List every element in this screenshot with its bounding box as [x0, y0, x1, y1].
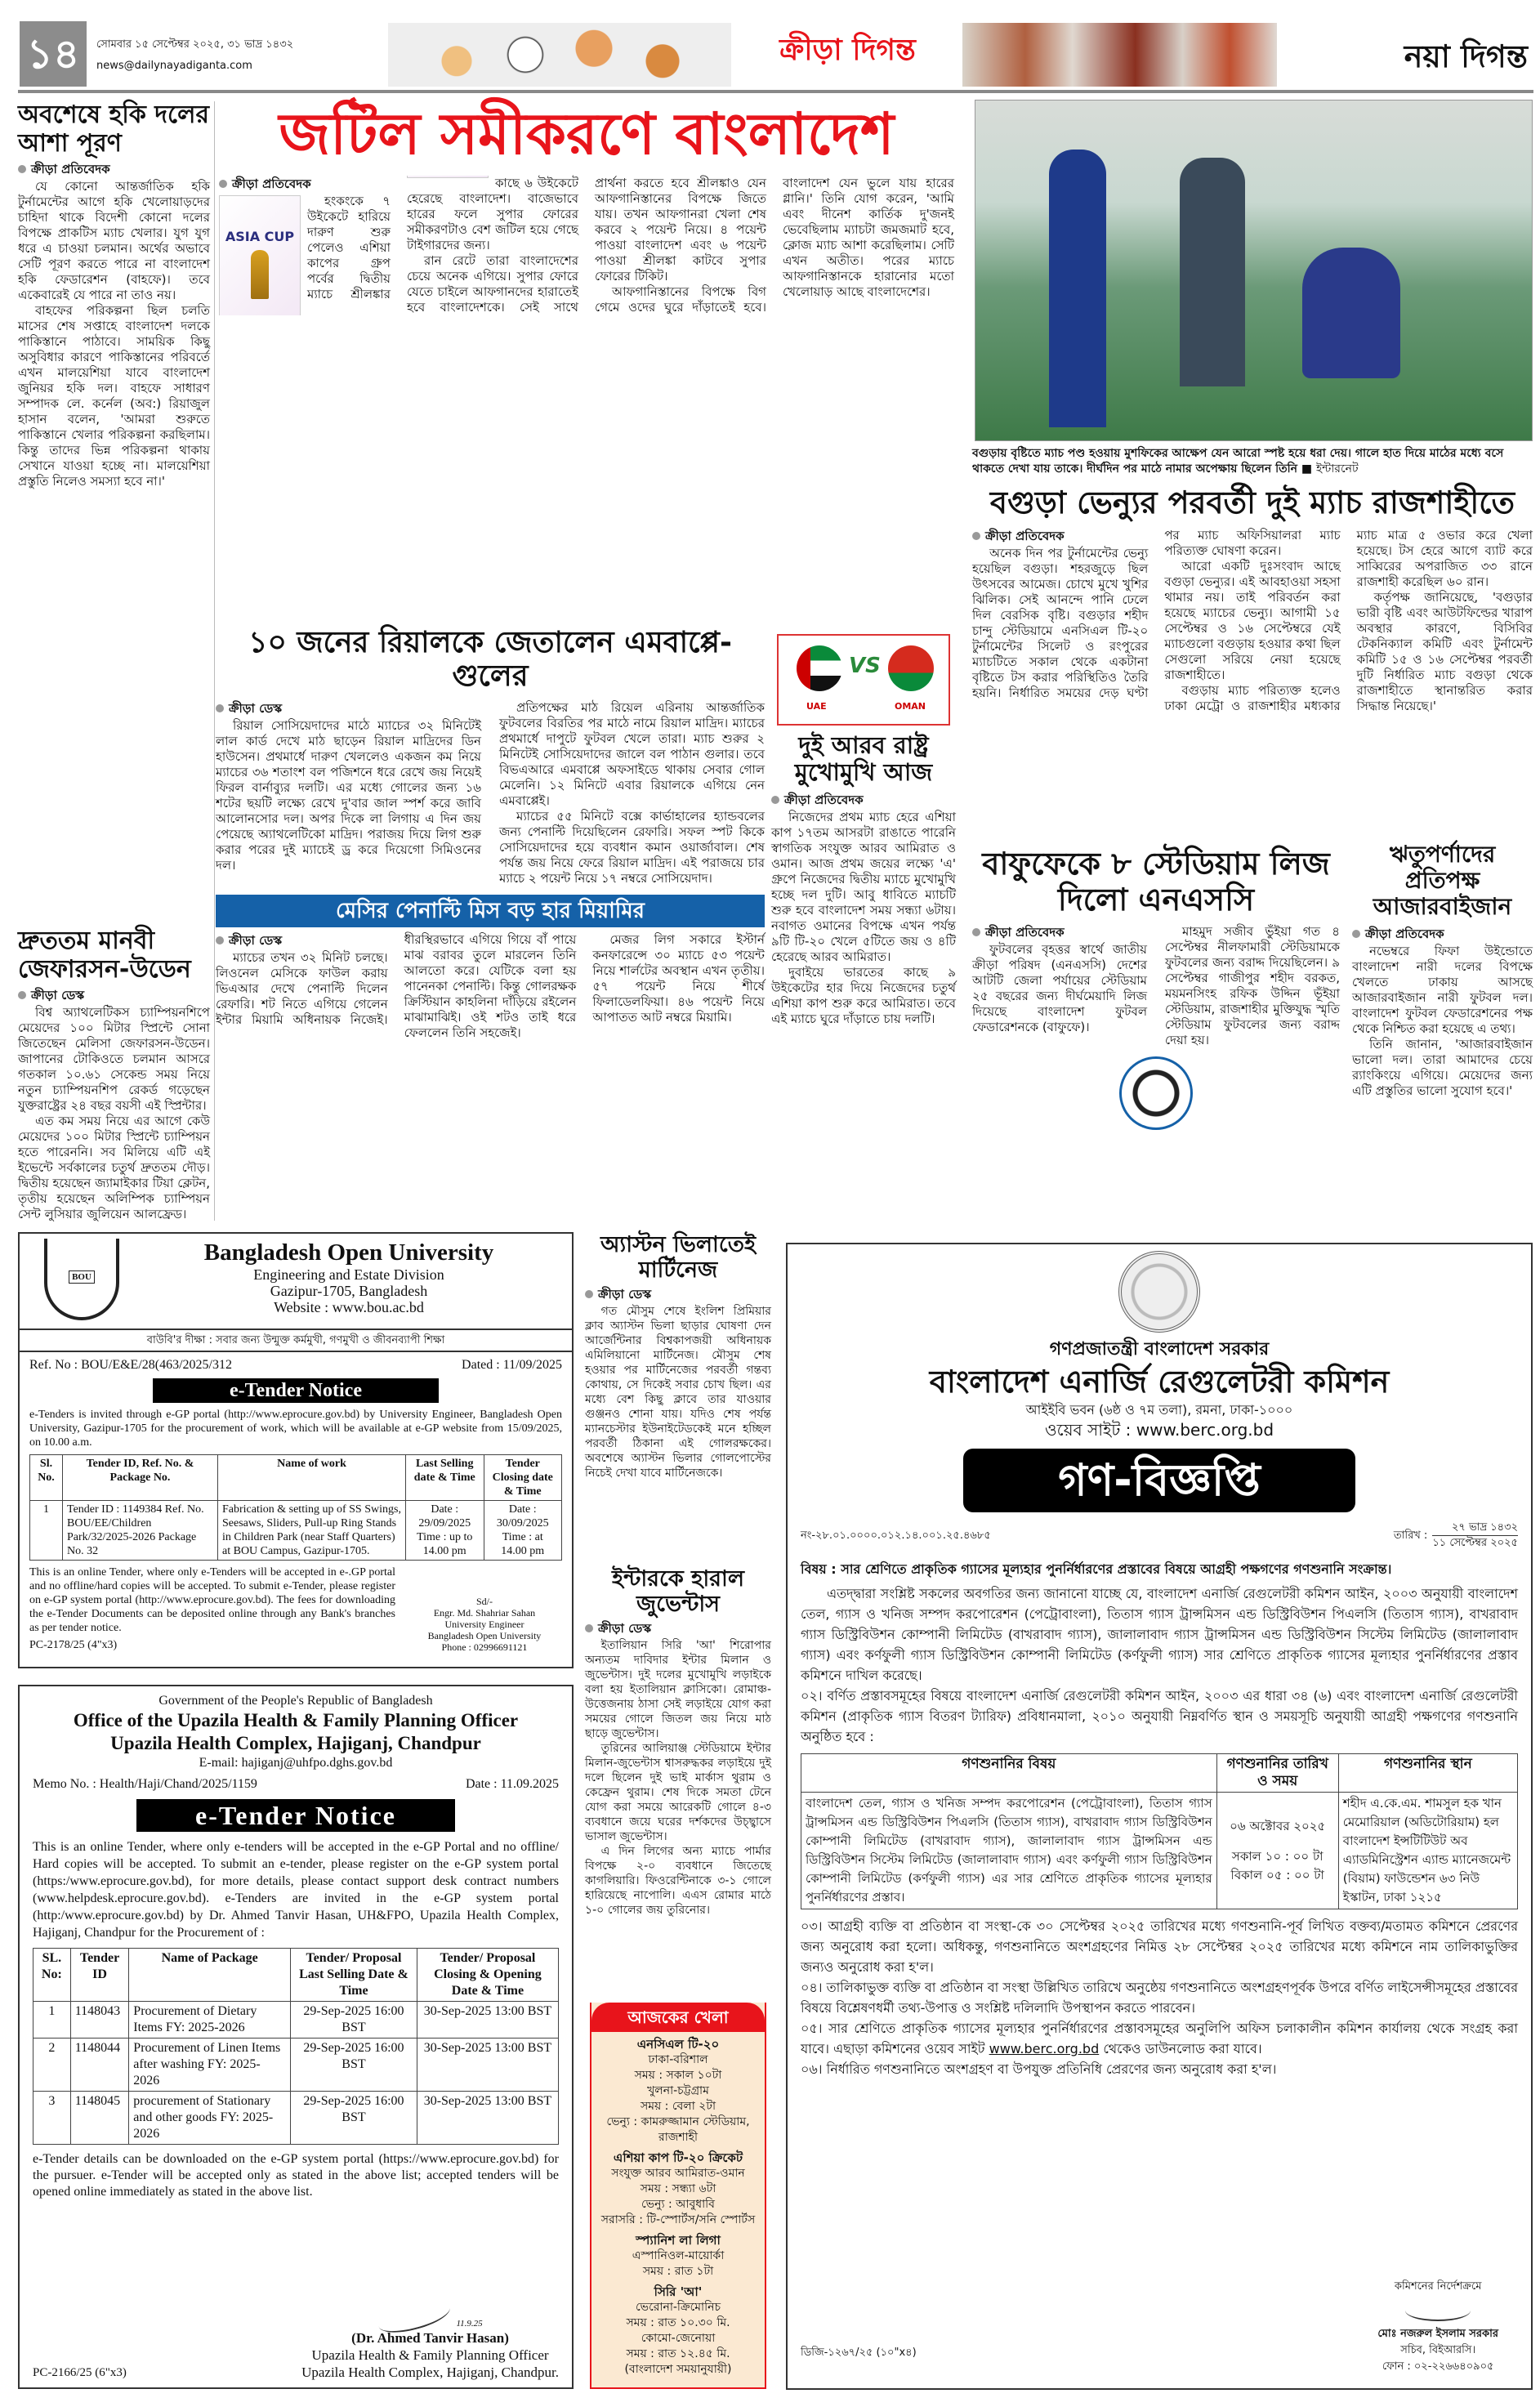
berc-public-notice: গণপ্রজাতন্ত্রী বাংলাদেশ সরকার বাংলাদেশ এনার্জি রেগুলেটরী কমিশন আইইবি ভবন (৬ষ্ঠ ও ৭ম তলা), রমনা, ঢাকা-১০০০ ওয়েব সাইট : www.berc.org.bd গণ-বিজ্ঞপ্তি নং-২৮.০১.০০০০.০১২.১৪.০০১.২৫.৪৬৮৫ তারিখ : ২৭ ভাদ্র ১৪৩২ ১১ সেপ্টেম্বর ২০২৫ বিষয় : সার শ্রেণিতে প্রাকৃতিক গ্যাসের মূল্যহার পুনর্নির্ধারণের প্রস্তাবের বিষয়ে আগ্রহী পক্ষগণের গণশুনানি সংক্রান্ত। এতদ্দ্বারা সংশ্লিষ্ট সকলের অবগতির জন্য জানানো যাচ্ছে যে, বাংলাদেশ এনার্জি রেগুলেটরী কমিশন আইন, ২০০৩ অনুযায়ী বাংলাদেশ তেল, গ্যাস ও খনিজ সম্পদ করপোরেশন (পেট্রোবাংলা), তিতাস গ্যাস ট্রান্সমিসন এন্ড ডিস্ট্রিবিউশন পিএলসি (তিতাস গ্যাস), বাখরাবাদ গ্যাস ডিস্ট্রিবিউশন কোম্পানী লিমিটেড (বাখরাবাদ গ্যাস), জালালাবাদ গ্যাস ট্রান্সমিসন এন্ড ডিস্ট্রিবিউশন সিস্টেম লিমিটেড (জালালাবাদ গ্যাস) এবং কর্ণফুলী গ্যাস ডিস্ট্রিবিউশন কোম্পানী লিমিটেড (কর্ণফুলী গ্যাস) সার শ্রেণিতে প্রাকৃতিক গ্যাসের মূল্যহার পুনর্নির্ধারণের প্রস্তাব কমিশনে দাখিল করেছে। ০২। বর্ণিত প্রস্তাবসমূহের বিষয়ে বাংলাদেশ এনার্জি রেগুলেটরী কমিশন আইন, ২০০৩ এর ধারা ৩৪ (৬) এবং বাংলাদেশ এনার্জি রেগুলেটরী কমিশন (প্রাকৃতিক গ্যাস বিতরণ ট্যারিফ) প্রবিধানমালা, ২০১০ অনুযায়ী নিম্নবর্ণিত স্থান ও সময়সূচি অনুযায়ী আগ্রহী পক্ষগণের গণশুনানি অনুষ্ঠিত হবে : গণশুনানির বিষয় গণশুনানির তারিখ ও সময় গণশুনানির স্থান বাংলাদেশ তেল, গ্যাস ও খনিজ সম্পদ করপোরেশন (পেট্রোবাংলা), তিতাস গ্যাস ট্রান্সমিসন এন্ড ডিস্ট্রিবিউশন পিএলসি (তিতাস গ্যাস), বাখরাবাদ গ্যাস ডিস্ট্রিবিউশন কোম্পানী লিমিটেড (বাখরাবাদ গ্যাস), জালালাবাদ গ্যাস ট্রান্সমিসন এন্ড ডিস্ট্রিবিউশন সিস্টেম লিমিটেড (জালালাবাদ গ্যাস) এবং কর্ণফুলী গ্যাস ডিস্ট্রিবিউশন কোম্পানী লিমিটেড (কর্ণফুলী গ্যাস) এর সার শ্রেণিতে প্রাকৃতিক গ্যাসের মূল্যহার পুনর্নির্ধারণের প্রস্তাব। ০৬ অক্টোবর ২০২৫ সকাল ১০ : ০০ টা বিকাল ০৫ : ০০ টা শহীদ এ.কে.এম. শামসুল হক খান মেমোরিয়াল (অডিটোরিয়াম) হল বাংলাদেশ ইন্সটিটিউট অব এ্যাডমিনিস্ট্রেশন এ্যান্ড ম্যানেজমেন্ট (বিয়াম) ফাউন্ডেশন ৬৩ নিউ ইস্কাটন, ঢাকা ১২১৫ ০৩। আগ্রহী ব্যক্তি বা প্রতিষ্ঠান বা সংস্থা-কে ৩০ সেপ্টেম্বর ২০২৫ তারিখের মধ্যে গণশুনানি-পূর্ব লিখিত বক্তব্য/মতামত কমিশনে প্রেরণের জন্য অনুরোধ করা হলো। অধিকন্তু, গণশুনানিতে অংশগ্রহণের নিমিত্ত ২৮ সেপ্টেম্বর ২০২৫ তারিখের মধ্যে কমিশনে নাম তালিকাভুক্তির জন্যও অনুরোধ করা হ'ল। ০৪। তালিকাভুক্ত ব্যক্তি বা প্রতিষ্ঠান বা সংস্থা উল্লিখিত তারিখে অনুষ্ঠেয় গণশুনানিতে অংশগ্রহণপূর্বক উপরে বর্ণিত লাইসেন্সীসমূহের প্রস্তাবের বিষয়ে বিশ্লেষণধর্মী তথ্য-উপাত্ত ও সংশ্লিষ্ট দলিলাদি উপস্থাপন করতে পারবেন। ০৫। সার শ্রেণিতে প্রাকৃতিক গ্যাসের মূল্যহার পুনর্নির্ধারণের প্রস্তাবসমূহের অনুলিপি অফিস চলাকালীন কমিশন কার্যালয় থেকে সংগ্রহ করা যাবে। এছাড়া কমিশনের ওয়েব সাইট www.berc.org.bd থেকেও ডাউনলোড করা যাবে। ০৬। নির্ধারিত গণশুনানিতে অংশগ্রহণ বা উপযুক্ত প্রতিনিধি প্রেরণের জন্য অনুরোধ করা হ'ল। ডিজি-১২৬৭/২৫ (১০"x৪) কমিশনের নির্দেশক্রমে মোঃ নজরুল ইসলাম সরকার সচিব, বিইআরসি। ফোন : ০২-২২৬৬৪০৯০৫ [786, 1243, 1533, 2390]
byline: ক্রীড়া প্রতিবেদক [1352, 926, 1533, 942]
uae-flag-icon [797, 645, 842, 691]
newspaper-logo: নয়া দিগন্ত [1404, 38, 1528, 74]
byline: ক্রীড়া প্রতিবেদক [771, 792, 956, 808]
oman-flag-icon [888, 645, 934, 691]
table-cell: Procurement of Linen Items after washing FY: 2025-2026 [129, 2039, 291, 2092]
column-header: SL. No: [33, 1949, 71, 2002]
photo-caption: বগুড়ায় বৃষ্টিতে ম্যাচ পণ্ড হওয়ায় মুশফিকের আক্ষেপ যেন আরো স্পষ্ট হয়ে ধরা দেয়। গালে হাত দিয়ে মাঠের মধ্যে বসে থাকতে দেখা যায় তাকে। দীর্ঘদিন পর মাঠে নামার অপেক্ষায় ছিলেন তিনি ■ ইন্টারনেট [972, 447, 1504, 476]
signatory-line: Sd/- [475, 1596, 493, 1607]
competition-name: স্প্যানিশ লা লিগা [636, 2233, 721, 2248]
box-title: আজকের খেলা [591, 2003, 765, 2032]
byline: ক্রীড়া প্রতিবেদক [972, 924, 1147, 940]
game-detail: সময় : রাত ১২.৪৫ মি. [626, 2347, 730, 2360]
section-title: ক্রীড়া দিগন্ত [779, 33, 916, 67]
byline: ক্রীড়া ডেস্ক [216, 700, 481, 717]
paragraph: তুরিনের আলিয়াঞ্জ স্টেডিয়ামে ইন্টার মিলান-জুভেন্টাস শ্বাসরুদ্ধকর লড়াইয়ে দুই দলে ছিলেন দুই ভাই মার্কাস থুরাম ও কেফ্রেন থুরাম। শেষ দিকে সমতা টেনে যোগ করা সময়ে আরেকটি গোলে ৪-৩ ব্যবধানে জয়ে ঘরের দর্শকদের উচ্ছ্বাসে ভাসাল জুভেন্টাস। [585, 1741, 771, 1843]
dated: Dated : 11/09/2025 [462, 1358, 562, 1372]
table-cell: 1148045 [70, 2092, 129, 2145]
paragraph: অনেক দিন পর টুর্নামেন্টের ভেন্যু হয়েছিল বগুড়া। শহরজুড়ে ছিল উৎসবের আমেজ। চোখে মুখে খুশির ঝিলিক। সেই আনন্দে পানি ঢেলে দিল বেরসিক বৃষ্টি। বগুড়ার শহীদ চান্দু স্টেডিয়ামে এনসিএল টি-২০ টুর্নামেন্টের সিলেট ও রংপুরের ম্যাচটিতে সকাল থেকে একটানা বৃষ্টিতে টস করার পরিস্থিতিও তৈরি হয়নি। নির্ধারিত সময়ের দেড় ঘণ্টা পর ম্যাচ অফিসিয়ালরা ম্যাচ পরিত্যক্ত ঘোষণা করেন। [972, 527, 1341, 700]
photo-credit: ইন্টারনেট [1315, 462, 1359, 476]
messi-headline-banner: মেসির পেনাল্টি মিস বড় হার মিয়ামির [216, 895, 765, 927]
paragraph: যে কোনো আন্তর্জাতিক হকি টুর্নামেন্টের আগে হকি খেলোয়াড়দের চাহিদা থাকে বিদেশী কোনো দলের বিপক্ষে প্রাকটিস ম্যাচ খেলার। যুগ যুগ ধরে এ চাওয়া চলমান। অর্থের অভাবে সেটি পূরণ করতে পারে না বাংলাদেশ হকি ফেডারেশন (বাহফে)। তবে একেবারেই যে পারে না তাও নয়। [18, 179, 210, 302]
paragraph: বগুড়ায় ম্যাচ পরিত্যক্ত হলেও ঢাকা মেট্রো ও রাজশাহীর মধ্যকার ম্যাচ মাত্র ৫ ওভার করে খেলা হয়েছে। টস হেরে আগে ব্যাট করে সাব্বিরের অপরাজিত ৩৩ রানে রাজশাহী করেছিল ৬০ রান। [1164, 527, 1533, 713]
table-cell: procurement of Stationary and other goods FY: 2025-2026 [129, 2092, 291, 2145]
headline: ইন্টারকে হারাল জুভেন্টাস [612, 1565, 744, 1617]
paragraph: গত মৌসুম শেষে ইংলিশ প্রিমিয়ার ক্লাব অ্যাস্টন ভিলা ছাড়ার ঘোষণা দেন আর্জেন্টিনার বিশ্বকাপজয়ী অধিনায়ক এমিলিয়ানো মার্টিনেজ। মৌসুম শেষ হওয়ার পর মার্টিনেজের পরবর্তী গন্তব্য কোথায়, সে দিকেই সবার চোখ ছিল। এর মধ্যে বেশ কিছু ক্লাবে তার যাওয়ার গুঞ্জনও শোনা যায়। যদিও শেষ পর্যন্ত ম্যানচেস্টার ইউনাইটেডকেই মনে হচ্ছিল পরবর্তী ঠিকানা এই গোলরক্ষকের। অবশেষে অ্যাস্টন ভিলার গোলপোস্টের নিচেই দেখা যাবে মার্টিনেজকে। [585, 1305, 771, 1480]
hearing-table: গণশুনানির বিষয় গণশুনানির তারিখ ও সময় গণশুনানির স্থান বাংলাদেশ তেল, গ্যাস ও খনিজ সম্পদ করপোরেশন (পেট্রোবাংলা), তিতাস গ্যাস ট্রান্সমিসন এন্ড ডিস্ট্রিবিউশন পিএলসি (তিতাস গ্যাস), বাখরাবাদ গ্যাস ডিস্ট্রিবিউশন কোম্পানী লিমিটেড (বাখরাবাদ গ্যাস), জালালাবাদ গ্যাস ট্রান্সমিসন এন্ড ডিস্ট্রিবিউশন সিস্টেম লিমিটেড (জালালাবাদ গ্যাস) এবং কর্ণফুলী গ্যাস ডিস্ট্রিবিউশন কোম্পানী লিমিটেড (কর্ণফুলী গ্যাস) এর সার শ্রেণিতে প্রাকৃতিক গ্যাসের মূল্যহার পুনর্নির্ধারণের প্রস্তাব। ০৬ অক্টোবর ২০২৫ সকাল ১০ : ০০ টা বিকাল ০৫ : ০০ টা শহীদ এ.কে.এম. শামসুল হক খান মেমোরিয়াল (অডিটোরিয়াম) হল বাংলাদেশ ইন্সটিটিউট অব এ্যাডমিনিস্ট্রেশন এ্যান্ড ম্যানেজমেন্ট (বিয়াম) ফাউন্ডেশন ৬৩ নিউ ইস্কাটন, ঢাকা ১২১৫ [801, 1753, 1518, 1909]
game-group [591, 2233, 765, 2280]
table-row [33, 2002, 559, 2039]
paragraph: ম্যাচের তখন ৩২ মিনিট চলছে। লিওনেল মেসিকে ফাউল করায় ভিএআর দেখে পেনাল্টি দিলেন রেফারি। শট নিতে এগিয়ে গেলেন ইন্টার মিয়ামি অধিনায়ক নিজেই। ধীরস্থিরভাবে এগিয়ে গিয়ে বাঁ পায়ে মাঝ বরাবর তুলে মারলেন তিনি আলতো করে। যেটিকে বলা হয় পানেনকা পেনাল্টি। কিন্তু গোলরক্ষক ক্রিস্টিয়ান কাহলিনা দাঁড়িয়ে রইলেন মাঝামাঝিই। ওই শটও তাই ধরে ফেললেন তিনি সহজেই। [216, 931, 577, 1040]
uae-oman-graphic: VS UAE OMAN [777, 634, 950, 726]
hajiganj-tender-table [33, 1948, 559, 2145]
table-cell: 30-Sep-2025 13:00 BST [417, 2092, 558, 2145]
table-cell: 1148043 [70, 2002, 129, 2039]
paragraph: মাহমুদ সজীব ভুঁইয়া গত ৪ সেপ্টেম্বর নীলফামারী স্টেডিয়ামকে ফুটবলের জন্য বরাদ্দ দিয়েছিলেন। ৯ সেপ্টেম্বর গাজীপুর শহীদ বরকত, ময়মনসিংহ রফিক উদ্দিন ভূঁইয়া স্টেডিয়াম, রাজশাহীর মুক্তিযুদ্ধ স্মৃতি স্টেডিয়াম ফুটবলের জন্য বরাদ্দ দেয়া হয়। [1165, 924, 1340, 1048]
notice-title: e-Tender Notice [153, 1378, 439, 1403]
column-header: Sl. No. [30, 1455, 63, 1501]
competition-name: এনসিএল টি-২০ [636, 2037, 720, 2052]
competition-name: সিরি 'আ' [654, 2284, 703, 2299]
games-list [591, 2037, 765, 2378]
paragraph: প্রতিপক্ষের মাঠ রিয়েল এরিনায় আন্তর্জাতিক ফুটবলের বিরতির পর মাঠে নামে রিয়াল মাদ্রিদ। ম্যাচের প্রথমার্ধে দাপুটে ফুটবল খেলে তারা। ম্যাচ শুরুর ২ মিনিটেই সোসিয়েদাদের জালে বল পাঠান গুলার। তবে বিভএআরে এমবাপ্পে অফসাইডে থাকায় সেবার গোল মেলেনি। ১২ মিনিটে এবার রিয়ালকে এগিয়ে নেন এমবাপ্পেই। [499, 699, 765, 808]
bou-tender-ad: BOU Bangladesh Open University Engineering and Estate Division Gazipur-1705, Bangladesh Website : www.bou.ac.bd বাউবি'র দীক্ষা : সবার জন্য উন্মুক্ত কর্মমুখী, গণমুখী ও জীবনব্যাপী শিক্ষা Ref. No : BOU/E&E/28(463/2025/312 Dated : 11/09/2025 e-Tender Notice e-Tenders is invited through e-GP portal (http://www.eprocure.gov.bd) by University Engineer, Bangladesh Open University, Gazipur-1705 for the procurement of work, which will be available at e-GP website from 15/09/2025, on 10.00 a.m. Sl. No. Tender ID, Ref. No. & Package No. Name of work Last Selling date & Time Tender Closing date & Time 1 Tender ID : 1149384 Ref. No. BOU/EE/Children Park/32/2025-2026 Package No. 32 Fabrication & setting up of SS Swings, Seesaws, Sliders, Pull-up Ring Stands in Children Park (near Staff Quarters) at BOU Campus, Gazipur-1705. Date : 29/09/2025 Time : up to 14.00 pm Date : 30/09/2025 Time : at 14.00 pm This is an online Tender, where only e-Tenders will be accepted in e-.GP portal and no offline/hard copies will be accepted. To submit e-Tender, please register on e-GP system portal (http://www.eprocure.gov.bd). The fees for downloading the e-Tender Documents can be deposited online through any Bank's branches as per tender notice. PC-2178/25 (4"x3) Sd/- Engr. Md. Shahriar Sahan University Engineer Bangladesh Open University Phone : 02996691121 [18, 1232, 574, 1668]
table-cell: Tender ID : 1149384 Ref. No. BOU/EE/Children Park/32/2025-2026 Package No. 32 [63, 1501, 218, 1561]
headline: অ্যাস্টন ভিলাতেই মার্টিনেজ [600, 1232, 756, 1284]
mushfiq-photo [975, 100, 1533, 441]
asia-cup-image: ASIA CUP [219, 176, 489, 315]
headline: দুই আরব রাষ্ট্র মুখোমুখি আজ [794, 731, 933, 787]
memo-number: Memo No. : Health/Haji/Chand/2025/1159 [33, 1777, 257, 1791]
signatory-line: Phone : 02996691121 [441, 1641, 528, 1653]
table-cell: 1 [33, 2002, 71, 2039]
table-cell: 30-Sep-2025 13:00 BST [417, 2002, 558, 2039]
table-cell: Date : 29/09/2025 Time : up to 14.00 pm [406, 1501, 484, 1561]
table-row [30, 1501, 562, 1561]
sprint-story [18, 927, 210, 1222]
left-column [18, 101, 210, 1222]
column-header: Tender Closing date & Time [484, 1455, 562, 1501]
column-header: Name of Package [129, 1949, 291, 2002]
table-row [33, 2039, 559, 2092]
real-madrid-headline: ১০ জনের রিয়ালকে জেতালেন এমবাপ্পে-গুলের [248, 626, 732, 694]
game-detail: সময় : বেলা ২টা [640, 2100, 716, 2113]
bogura-story [972, 528, 1533, 714]
column-header: Tender/ Proposal Last Selling Date & Time [291, 1949, 417, 2002]
ad-code: ডিজি-১২৬৭/২৫ (১০"x৪) [801, 2347, 917, 2359]
paragraph: মেজর লিগ সকারে ইস্টার্ন কনফারেন্সে ৩০ ম্যাচে ৫৩ পয়েন্ট নিয়ে শার্লটের অবস্থান এখন তৃতীয়। ৫৭ পয়েন্ট নিয়ে শীর্ষে ফিলাডেলফিয়া। ৪৬ পয়েন্ট নিয়ে আপাতত আট নম্বরে মিয়ামি। [592, 931, 765, 1025]
paragraph: আরো একটি দুঃসংবাদ আছে বগুড়া ভেন্যুর। এই আবহাওয়া সহসা থামার নয়। তাই পরিবর্তন করা হয়েছে ম্যাচের ভেন্যু। আগামী ১৫ সেপ্টেম্বর ও ১৬ সেপ্টেম্বরে যেই ম্যাচগুলো বগুড়ায় হওয়ার কথা ছিল সেগুলো সরিয়ে নেয়া হয়েছে রাজশাহীতে। [1164, 558, 1341, 682]
game-detail: সময় : রাত ১০.৩০ মি. [626, 2316, 730, 2329]
game-detail: ভেন্যু : কামরুজ্জামান স্টেডিয়াম, রাজশাহী [606, 2115, 750, 2144]
trophy-icon [251, 250, 269, 299]
bou-logo: BOU [44, 1239, 119, 1320]
hockey-story [18, 101, 210, 489]
game-detail: ঢাকা-বরিশাল [648, 2053, 708, 2066]
notice-title: গণ-বিজ্ঞপ্তি [963, 1449, 1355, 1512]
game-detail: ভেন্যু : আবুধাবি [641, 2198, 715, 2211]
paragraph: হংকংকে ৭ উইকেটে হারিয়ে দারুণ শুরু পেলেও এশিয়া কাপের গ্রুপ পর্বের দ্বিতীয় ম্যাচে শ্রীলঙ্কার কাছে ৬ উইকেটে হেরেছে বাংলাদেশ। বাজেভাবে হারের ফলে সুপার ফোরের সমীকরণটাও বেশ জটিল হয়ে গেছে টাইগারদের জন্য। [307, 175, 578, 301]
signature [1405, 2300, 1471, 2321]
signatory-line: Engr. Md. Shahriar Sahan [433, 1607, 536, 1619]
bogura-block [972, 446, 1533, 714]
todays-games-box [590, 2003, 766, 2389]
athletes-image [962, 23, 1277, 87]
sports-balls-image [388, 23, 731, 87]
bafufe-headline: বাফুফেকে ৮ স্টেডিয়াম লিজ দিলো এনএসসি [982, 846, 1330, 918]
table-cell: Fabrication & setting up of SS Swings, Seesaws, Sliders, Pull-up Ring Stands in Children Park (near Staff Quarters) at BOU Campus, Gazipur-1705. [218, 1501, 406, 1561]
game-detail: কোমো-জেনোয়া [641, 2332, 716, 2345]
hajiganj-tender-ad: Government of the People's Republic of Bangladesh Office of the Upazila Health & Family Planning Officer Upazila Health Complex, Hajiganj, Chandpur E-mail: hajiganj@uhfpo.dghs.gov.bd Memo No. : Health/Haji/Chand/2025/1159 Date : 11.09.2025 e-Tender Notice This is an online Tender, where only e-tenders will be accepted in the e-GP Portal and no offline/ Hard copies will be accepted. To submit an e-tender, please register on the e-GP system portal (https:/www.eprocure.gov.bd), for more details, please contact support desk contract numbers (www.helpdesk.eprocure.gov.bd). e-Tenders are invited in the e-GP system portal (http:/www.eprocure.gov.bd) by Dr. Ahmed Tanvir Hasan, UH&FPO, Upazila Health Complex, Hajiganj, Chandpur for the Procurement of : SL. No: Tender ID Name of Package Tender/ Proposal Last Selling Date & Time Tender/ Proposal Closing & Opening Date & Time 1 1148043 Procurement of Dietary Items FY: 2025-2026 29-Sep-2025 16:00 BST 30-Sep-2025 13:00 BST 2 1148044 Procurement of Linen Items after washing FY: 2025-2026 29-Sep-2025 16:00 BST 30-Sep-2025 13:00 BST 3 1148045 procurement of Stationary and other goods FY: 2025-2026 29-Sep-2025 16:00 BST 30-Sep-2025 13:00 BST e-Tender details can be downloaded on the e-GP system portal (https://www.eprocure.gov.bd) for the pursuer. e-Tender will be accepted only as stated in the above list; accepted tenders will be opened online immediately as stated in the above list. PC-2166/25 (6"x3) 11.9.25 (Dr. Ahmed Tanvir Hasan) Upazila Health & Family Planning Officer Upazila Health Complex, Hajiganj, Chandpur. [18, 1685, 574, 2389]
person-silhouette [1180, 158, 1245, 386]
issue-date: সোমবার ১৫ সেপ্টেম্বর ২০২৫, ৩১ ভাদ্র ১৪৩২ [96, 38, 294, 51]
vs-label: VS [849, 654, 881, 678]
paragraph: ফুটবলের বৃহত্তর স্বার্থে জাতীয় ক্রীড়া পরিষদ (এনএসসি) দেশের আটটি জেলা পর্যায়ের স্টেডিয়াম ২৫ বছরের জন্য দীর্ঘমেয়াদি লিজ দিয়েছে বাংলাদেশ ফুটবল ফেডারেশনকে (বাফুফে)। [972, 942, 1147, 1035]
paragraph: নিজেদের প্রথম ম্যাচ হেরে এশিয়া কাপ ১৭তম আসরটা রাঙাতে পারেনি স্বাগতিক সংযুক্ত আরব আমিরাত ও ওমান। আজ প্রথম জয়ের লক্ষ্যে 'এ' গ্রুপে নিজেদের দ্বিতীয় ম্যাচে মুখোমুখি হচ্ছে দল দুটি। আবু ধাবিতে ম্যাচটি শুরু হবে বাংলাদেশ সময় সন্ধ্যা ৬টায়। নবাগত ওমানের বিপক্ষে এখন পর্যন্ত ৯টি টি-২০ খেলে ৫টিতে জয় ও ৪টি হেরেছে আরব আমিরাত। [771, 809, 956, 964]
headline: অবশেষে হকি দলের আশা পূরণ [18, 100, 209, 158]
person-silhouette [1302, 248, 1400, 378]
paragraph: বাহফের পরিকল্পনা ছিল চলতি মাসের শেষ সপ্তাহে বাংলাদেশ দলকে পাকিস্তানে পাঠাবে। সাময়িক কিছু অসুবিধার কারণে পাকিস্তানের পরিবর্তে এখন মালয়েশিয়া যাবে বাংলাদেশ জুনিয়র হকি দল। বাহফে সাধারণ সম্পাদক লে. কর্নেল (অব:) রিয়াজুল হাসান বলেন, 'আমরা শুরুতে পাকিস্তানে খেলার পরিকল্পনা করছিলাম। কিন্তু তাদের ভিন্ন পরিকল্পনা থাকায় সেখানে যাওয়া হচ্ছে না। মালয়েশিয়া প্রস্তুতি নিলেও সমস্যা হবে না।' [18, 303, 210, 489]
headline: ঋতুপর্ণাদের প্রতিপক্ষ আজারবাইজান [1373, 841, 1512, 921]
paragraph: ইতালিয়ান সিরি 'আ' শিরোপার অন্যতম দাবিদার ইন্টার মিলান ও জুভেন্টাস। দুই দলের মুখোমুখি লড়াইকে বলা হয় ইতালিয়ান ক্লাসিকো। রোমাঞ্চ-উত্তেজনায় ঠাসা সেই লড়াইয়ে যোগ করা সময়ের গোলে জিতল জয় নিয়ে মাঠ ছাড়ে জুভেন্টাস। [585, 1638, 771, 1740]
table-cell: 1148044 [70, 2039, 129, 2092]
table-cell: 3 [33, 2092, 71, 2145]
table-cell: 29-Sep-2025 16:00 BST [291, 2002, 417, 2039]
middle-bottom-column [585, 1232, 771, 2389]
paragraph: রিয়াল সোসিয়েদাদের মাঠে ম্যাচের ৩২ মিনিটেই লাল কার্ড দেখে মাঠ ছাড়েন রিয়াল মাদ্রিদের ডিন হাউসেন। প্রথমার্ধে দারুণ খেললেও একজন কম নিয়ে ম্যাচের ৩৬ শতাংশ বল পজিশনে ধরে রেখে জয় নিয়েই ফিরল বার্নাব্যুর দলটি। এর মধ্যে গোলের জন্য ১৬ শটের ছয়টি লক্ষ্যে রেখে দু'বার জাল স্পর্শ করে জাবি আলোনসোর দল। অপর দিকে লা লিগায় এ দিন জয় পেয়েছে অ্যাথলেটিকো মাদ্রিদ। পরাজয় দিয়ে লিগ শুরু করার পরের দুই ম্যাচেই ড্র করে দিয়েগো সিমিওনের দল। [216, 717, 481, 873]
table-cell: 30-Sep-2025 13:00 BST [417, 2039, 558, 2092]
paragraph: দুবাইয়ে ভারতের কাছে ৯ উইকেটের হার দিয়ে নিজেদের চতুর্থ এশিয়া কাপ শুরু করে আমিরাত। তবে এই ম্যাচে ঘুরে দাঁড়াতে চায় দলটি। [771, 964, 956, 1026]
table-cell: Date : 30/09/2025 Time : at 14.00 pm [484, 1501, 562, 1561]
masthead [0, 0, 1540, 90]
messi-story [216, 932, 765, 1041]
column-header: Tender/ Proposal Closing & Opening Date & Time [417, 1949, 558, 2002]
game-group [591, 2284, 765, 2378]
martinez-story [585, 1232, 771, 1480]
paragraph: ম্যাচের ৫৫ মিনিটে বক্সে কার্ভাহালের হ্যান্ডবলের জন্য পেনাল্টি দিয়েছিলেন রেফারি। সফল স্পট কিকে সোসিয়েদাদের হয়ে ব্যবধান কমান ওয়ার্জাবাল। শেষ পর্যন্ত জয় নিয়ে ফেরে রিয়াল মাদ্রিদ। এই পরাজয়ে চার ম্যাচে ২ পয়েন্ট নিয়ে ১৭ নম্বরে সোসিয়েদাদ। [499, 808, 765, 886]
game-detail: খুলনা-চট্টগ্রাম [647, 2084, 709, 2097]
byline: ক্রীড়া প্রতিবেদক [972, 528, 1148, 544]
bogura-headline: বগুড়া ভেন্যুর পরবর্তী দুই ম্যাচ রাজশাহীতে [989, 485, 1515, 520]
game-detail: সংযুক্ত আরব আমিরাত-ওমান [611, 2167, 745, 2180]
paragraph: কর্তৃপক্ষ জানিয়েছে, 'বগুড়ার ভারী বৃষ্টি এবং আউটফিল্ডের খারাপ অবস্থার কারণে, বিসিবির টেকনিক্যাল কমিটি এবং টুর্নামেন্ট কমিটি ১৫ ও ১৬ সেপ্টেম্বর পরবর্তী দুটি নির্ধারিত ম্যাচ বগুড়া থেকে রাজশাহীতে স্থানান্তরিত করার সিদ্ধান্ত নিয়েছে।' [1356, 589, 1533, 713]
paragraph: নভেম্বরে ফিফা উইন্ডোতে বাংলাদেশ নারী দলের বিপক্ষে খেলতে ঢাকায় আসছে আজারবাইজান নারী ফুটবল দল। বাংলাদেশ ফুটবল ফেডারেশনের পক্ষ থেকে নিশ্চিত করা হয়েছে এ তথ্য। [1352, 943, 1533, 1036]
ref-number: Ref. No : BOU/E&E/28(463/2025/312 [29, 1358, 232, 1372]
game-group [591, 2150, 765, 2228]
byline: ক্রীড়া ডেস্ক [585, 1286, 771, 1302]
byline: ক্রীড়া প্রতিবেদক [219, 176, 391, 192]
arab-story [771, 634, 956, 1027]
signatory-line: University Engineer [444, 1619, 524, 1630]
table-cell: 2 [33, 2039, 71, 2092]
memo-date: Date : 11.09.2025 [465, 1777, 559, 1791]
game-detail: এস্পানিওল-মায়োর্কা [632, 2249, 725, 2262]
column-header: Tender ID, Ref. No. & Package No. [63, 1455, 218, 1501]
berc-website-link[interactable]: www.berc.org.bd [989, 2041, 1100, 2056]
table-cell: Procurement of Dietary Items FY: 2025-2026 [129, 2002, 291, 2039]
game-detail: সময় : সকাল ১০টা [634, 2069, 722, 2082]
bafufe-story [972, 846, 1340, 1130]
berc-seal [1118, 1251, 1200, 1333]
contact-email: news@dailynayadiganta.com [96, 60, 252, 72]
byline: ক্রীড়া প্রতিবেদক [18, 161, 210, 177]
bou-tender-table [29, 1454, 562, 1561]
column-divider [214, 101, 215, 1221]
game-detail: সময় : সন্ধ্যা ৬টা [640, 2182, 716, 2195]
notice-title: e-Tender Notice [136, 1799, 455, 1832]
game-detail: (বাংলাদেশ সময়ানুযায়ী) [624, 2363, 732, 2376]
real-madrid-story [216, 626, 765, 1041]
juventus-story [585, 1566, 771, 1918]
game-detail: সরাসরি : টি-স্পোর্টস/সনি স্পোর্টস [600, 2213, 756, 2226]
paragraph: তিনি জানান, 'আজারবাইজান ভালো দল। তারা আমাদের চেয়ে র‍্যাংকিংয়ে এগিয়ে। মেয়েদের জন্য এটি প্রস্তুতির ভালো সুযোগ হবে।' [1352, 1036, 1533, 1098]
byline: ক্রীড়া ডেস্ক [585, 1620, 771, 1637]
paragraph: এত কম সময় নিয়ে এর আগে কেউ মেয়েদের ১০০ মিটার স্প্রিন্টে চ্যাম্পিয়ন হতে পারেননি। সব মিলিয়ে এটি এই ইভেন্টে সর্বকালের চতুর্থ দ্রুততম দৌড়। দ্বিতীয় হয়েছেন জ্যামাইকার টিয়া ক্লেটন, তৃতীয় হয়েছেন অলিম্পিক চ্যাম্পিয়ন সেন্ট লুসিয়ার জুলিয়েন আলফ্রেড। [18, 1114, 210, 1221]
ad-code: PC-2166/25 (6"x3) [33, 2366, 127, 2379]
column-header: Name of work [218, 1455, 406, 1501]
ad-code: PC-2178/25 (4"x3) [29, 1639, 118, 1651]
paragraph: এ দিন লিগের অন্য ম্যাচে পার্মার বিপক্ষে ২-০ ব্যবধানে জিতেছে কাগলিয়ারি। ফিওরেন্টিনাকে ৩-১ গোলে হারিয়েছে নাপোলি। এএস রোমার মাঠে ১-০ গোলের জয় তুরিনোর। [585, 1844, 771, 1917]
table-cell: 1 [30, 1501, 63, 1561]
signature-date: 11.9.25 [456, 2319, 483, 2329]
azerbaijan-story [1352, 842, 1533, 1099]
subject: বিষয় : সার শ্রেণিতে প্রাকৃতিক গ্যাসের মূল্যহার পুনর্নির্ধারণের প্রস্তাবের বিষয়ে আগ্রহী পক্ষগণের গণশুনানি সংক্রান্ত। [801, 1561, 1392, 1577]
paragraph: আফগানিস্তানের বিপক্ষে বিগ গেমে ওদের ঘুরে দাঁড়াতেই হবে। বাংলাদেশ যেন ভুলে যায় হারের গ্লানি।' তিনি যোগ করেন, 'আমি এবং দীনেশ কার্তিক দু'জনই ভেবেছিলাম ম্যাচটা জমজমাট হবে, ক্লোজ ম্যাচ আশা করেছিলাম। সেটি এখন অতীত। পরের ম্যাচে আফগানিস্তানকে হারানোর মতো খেলোয়াড় আছে বাংলাদেশের। [595, 175, 954, 315]
game-detail: সময় : রাত ১টা [642, 2265, 714, 2278]
paragraph: বিশ্ব অ্যাথলেটিকস চ্যাম্পিয়নশিপে মেয়েদের ১০০ মিটার স্প্রিন্টে সোনা জিতেছেন মেলিসা জেফারসন-উডেন। জাপানের টোকিওতে চলমান আসরে গতকাল ১০.৬১ সেকেন্ড সময় নিয়ে নতুন চ্যাম্পিয়নশিপ রেকর্ড গড়েছেন যুক্তরাষ্ট্রের ২৪ বছর বয়সী এই স্প্রিন্টার। [18, 1005, 210, 1113]
table-row [33, 2092, 559, 2145]
lead-story [219, 101, 954, 315]
column-header: Last Selling date & Time [406, 1455, 484, 1501]
header-divider [18, 90, 1533, 93]
competition-name: এশিয়া কাপ টি-২০ ক্রিকেট [613, 2150, 743, 2165]
nsc-logo [1119, 1056, 1193, 1130]
byline: ক্রীড়া ডেস্ক [216, 932, 388, 949]
byline: ক্রীড়া ডেস্ক [18, 987, 210, 1003]
signatory-line: Bangladesh Open University [427, 1630, 542, 1641]
person-silhouette [1049, 150, 1106, 427]
table-cell: 29-Sep-2025 16:00 BST [291, 2039, 417, 2092]
lead-headline: জটিল সমীকরণে বাংলাদেশ [279, 100, 895, 167]
column-header: Tender ID [70, 1949, 129, 2002]
memo-number: নং-২৮.০১.০০০০.০১২.১৪.০০১.২৫.৪৬৮৫ [801, 1529, 991, 1542]
paragraph: রান রেটে তারা বাংলাদেশের চেয়ে অনেক এগিয়ে। সুপার ফোরে যেতে চাইলে আফগানদের হারাতেই হবে বাংলাদেশকে। সেই সাথে প্রার্থনা করতে হবে শ্রীলঙ্কাও যেন আফগানিস্তানের বিপক্ষে জিতে যায়। তখন আফগানরা খেলা শেষ করবে ২ পয়েন্ট নিয়ে। ৪ পয়েন্ট পাওয়া বাংলাদেশ এবং ৬ পয়েন্ট পাওয়া শ্রীলঙ্কা কাটবে সুপার ফোরের টিকিট। [407, 175, 766, 315]
game-group [591, 2037, 765, 2146]
page-number: ১৪ [20, 21, 87, 87]
table-cell: 29-Sep-2025 16:00 BST [291, 2092, 417, 2145]
headline: দ্রুততম মানবী জেফারসন-উডেন [18, 927, 191, 984]
game-detail: ভেরোনা-ক্রিমোনিচ [635, 2301, 721, 2314]
